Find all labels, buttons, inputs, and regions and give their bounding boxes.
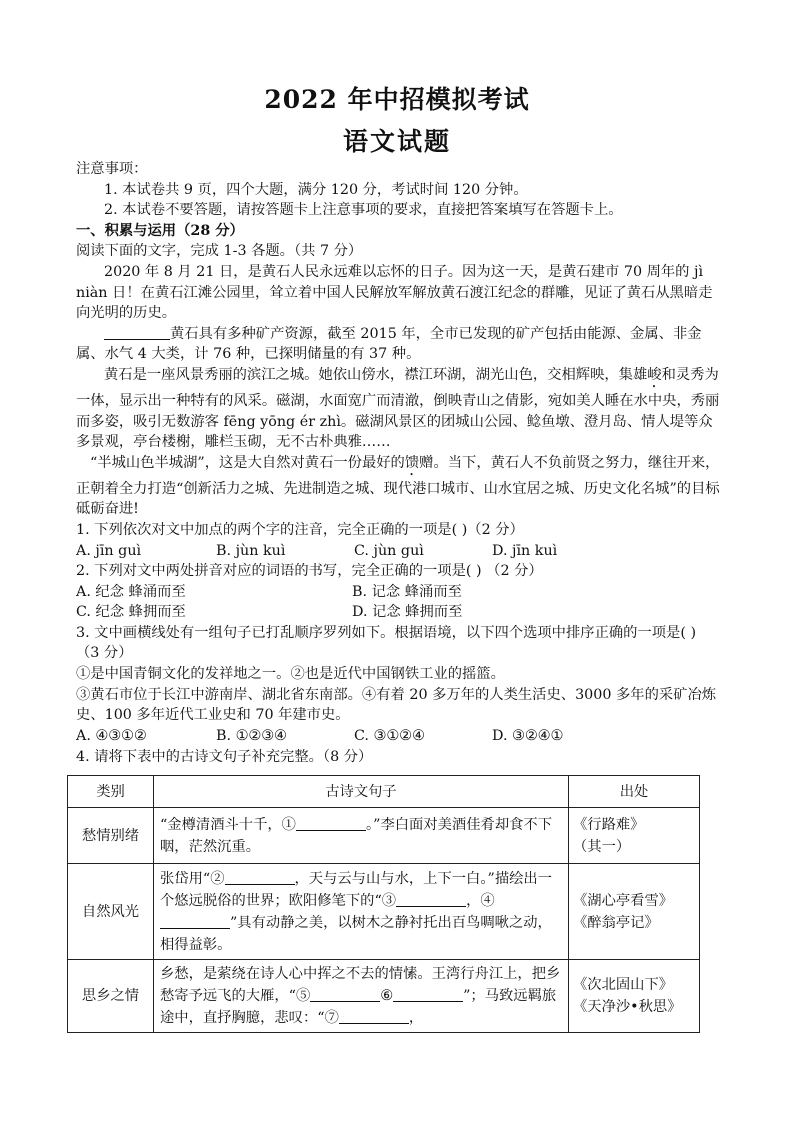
table-row	[68, 864, 700, 960]
row-lines	[154, 808, 569, 864]
option-c: C. ③①②④	[354, 727, 425, 744]
fill-blank-1[interactable]	[296, 816, 366, 831]
passage-paragraph-1: 2020 年 8 月 21 日，是黄石人民永远难以忘怀的日子。因为这一天，是黄石建市 70 周年的 jì niàn 日！在黄石江滩公园里，耸立着中国人民解放军解放黄石渡江纪念的群雕，见证了黄石从黑暗走向光明的历史。	[76, 263, 713, 322]
question-1-options	[76, 541, 721, 562]
exam-subtitle: 语文试题	[342, 127, 451, 156]
line-text: 乡愁，是萦绕在诗人心中挥之不去的情愫。王湾行舟江上，把乡愁寄予远飞的大雁，“⑤	[160, 966, 561, 1004]
line-text: 。”李白面对美酒佳肴却食不下咽，茫然沉重。	[160, 816, 553, 855]
table-header-row	[68, 776, 700, 808]
notice-item-1: 1. 本试卷共 9 页，四个大题，满分 120 分，考试时间 120 分钟。	[104, 181, 528, 198]
source-title: （其一）	[573, 838, 631, 855]
fill-blank-2[interactable]	[225, 870, 295, 885]
question-1-stem: 1. 下列依次对文中加点的两个字的注音，完全正确的一项是( )（2 分）	[76, 521, 524, 538]
line-text: ⑥	[380, 988, 394, 1004]
question-2-options-row-1	[76, 582, 721, 603]
notice-item-2: 2. 本试卷不要答题，请按答题卡上注意事项的要求，直接把答案填写在答题卡上。	[104, 202, 623, 219]
row-category: 自然风光	[68, 864, 154, 960]
fill-blank-4[interactable]	[160, 914, 230, 929]
option-a: A. 纪念 蜂涌而至	[76, 583, 186, 600]
option-c: C. jùn guì	[354, 542, 424, 559]
row-source	[569, 960, 700, 1033]
passage-paragraph-2-text: 黄石具有多种矿产资源，截至 2015 年，全市已发现的矿产包括由能源、金属、非金属、水气 4 大类，计 76 种，已探明储量的有 37 种。	[76, 325, 702, 363]
option-a: A. jīn guì	[76, 542, 142, 559]
line-text: ”；马致远羁旅途中，直抒胸臆，悲叹：“⑦	[160, 988, 557, 1026]
source-title: 《行路难》	[573, 816, 645, 833]
dotted-char-2: 馈	[404, 454, 420, 471]
row-category: 思乡之情	[68, 960, 154, 1033]
option-d: D. 记念 蜂拥而至	[352, 604, 463, 621]
passage-text: 黄石是一座风景秀丽的滨江之城。她依山傍水，襟江环湖，湖光山色，交相辉映，集雄	[104, 366, 648, 383]
line-text: 张岱用“②	[160, 870, 225, 887]
fill-blank-7[interactable]	[339, 1009, 409, 1024]
question-3-stem: 3. 文中画横线处有一组句子已打乱顺序罗列如下。根据语境，以下四个选项中排序正确的一项是( ) （3 分）	[76, 624, 697, 662]
line-text: ，	[408, 1010, 424, 1026]
row-source	[569, 808, 700, 864]
passage-paragraph-2	[76, 324, 721, 365]
option-a: A. ④③①②	[76, 727, 147, 744]
option-b: B. ①②③④	[216, 727, 287, 744]
passage-paragraph-3	[76, 365, 721, 453]
passage-text: 和灵秀为一体，显示出一种特有的风采。磁湖，水面宽广而清澈，倒映青山之倩影，宛如美人睡在水中央，秀丽而多姿，吸引无数游客 fēng yōng ér zhì。磁湖风景区的团城山公园、鲶鱼墩、澄月岛、情人堤等众多景观，亭台楼榭，雕栏玉砌，无不古朴典雅……	[76, 366, 720, 451]
row-lines	[154, 960, 569, 1033]
line-text: “金樽清酒斗十千，①	[160, 816, 296, 833]
fill-blank-3[interactable]	[396, 892, 466, 907]
underline-blank	[104, 325, 170, 340]
line-text: ”具有动静之美，以树木之静衬托出百鸟啁啾之动，相得益彰。	[160, 914, 552, 953]
exam-title: 2022 年中招模拟考试	[264, 85, 530, 114]
question-3-sentences-1: ①是中国青铜文化的发祥地之一。②也是近代中国钢铁工业的摇篮。	[76, 666, 505, 683]
passage-text: 赠。当下，黄石人不负前贤之努力，继往开来，正朝着全力打造“创新活力之城、先进制造之城、现代港口城市、山水宜居之城、历史文化名城”的目标砥砺奋进!	[76, 454, 720, 518]
question-3-sentences-2: ③黄石市位于长江中游南岸、湖北省东南部。④有着 20 多万年的人类生活史、3000 多年的采矿冶炼史、100 多年近代工业史和 70 年建市史。	[76, 686, 717, 724]
passage-paragraph-4	[76, 453, 721, 520]
poem-table	[67, 775, 700, 1033]
section-intro: 阅读下面的文字，完成 1-3 各题。（共 7 分）	[76, 243, 363, 260]
option-c: C. 纪念 蜂拥而至	[76, 604, 186, 621]
source-title: 《天净沙•秋思》	[573, 999, 682, 1015]
source-title: 《次北固山下》	[573, 977, 674, 993]
header-lines: 古诗文句子	[154, 776, 569, 808]
row-lines	[154, 864, 569, 960]
exam-content	[76, 159, 721, 768]
table-row	[68, 808, 700, 864]
question-2-options-row-2	[76, 602, 721, 623]
passage-text: “半城山色半城湖”，这是大自然对黄石一份最好的	[90, 454, 405, 471]
option-d: D. jīn kuì	[492, 542, 558, 559]
source-title: 《湖心亭看雪》	[573, 892, 674, 909]
option-b: B. 记念 蜂涌而至	[352, 583, 462, 600]
notice-label: 注意事项：	[76, 161, 148, 177]
question-3-options	[76, 726, 721, 747]
table-row	[68, 960, 700, 1033]
option-b: B. jùn kuì	[216, 542, 286, 559]
dotted-char-1: 峻	[647, 366, 662, 383]
section-heading: 一、积累与运用（28 分）	[76, 222, 244, 239]
question-4-stem: 4. 请将下表中的古诗文句子补充完整。（8 分）	[76, 749, 373, 766]
line-text: ，天与云与山与水，上下一白。”描绘出一个悠远脱俗的世界；欧阳修笔下的“③	[160, 870, 553, 909]
question-2-stem: 2. 下列对文中两处拼音对应的词语的书写，完全正确的一项是( ) （2 分）	[76, 563, 543, 580]
line-text: ，④	[466, 892, 495, 909]
row-source	[569, 864, 700, 960]
option-d: D. ③②④①	[492, 727, 564, 744]
source-title: 《醉翁亭记》	[573, 914, 659, 931]
fill-blank-5[interactable]	[310, 987, 380, 1002]
row-category: 愁情别绪	[68, 808, 154, 864]
header-source: 出处	[569, 776, 700, 808]
fill-blank-6[interactable]	[393, 987, 463, 1002]
header-category: 类别	[68, 776, 154, 808]
